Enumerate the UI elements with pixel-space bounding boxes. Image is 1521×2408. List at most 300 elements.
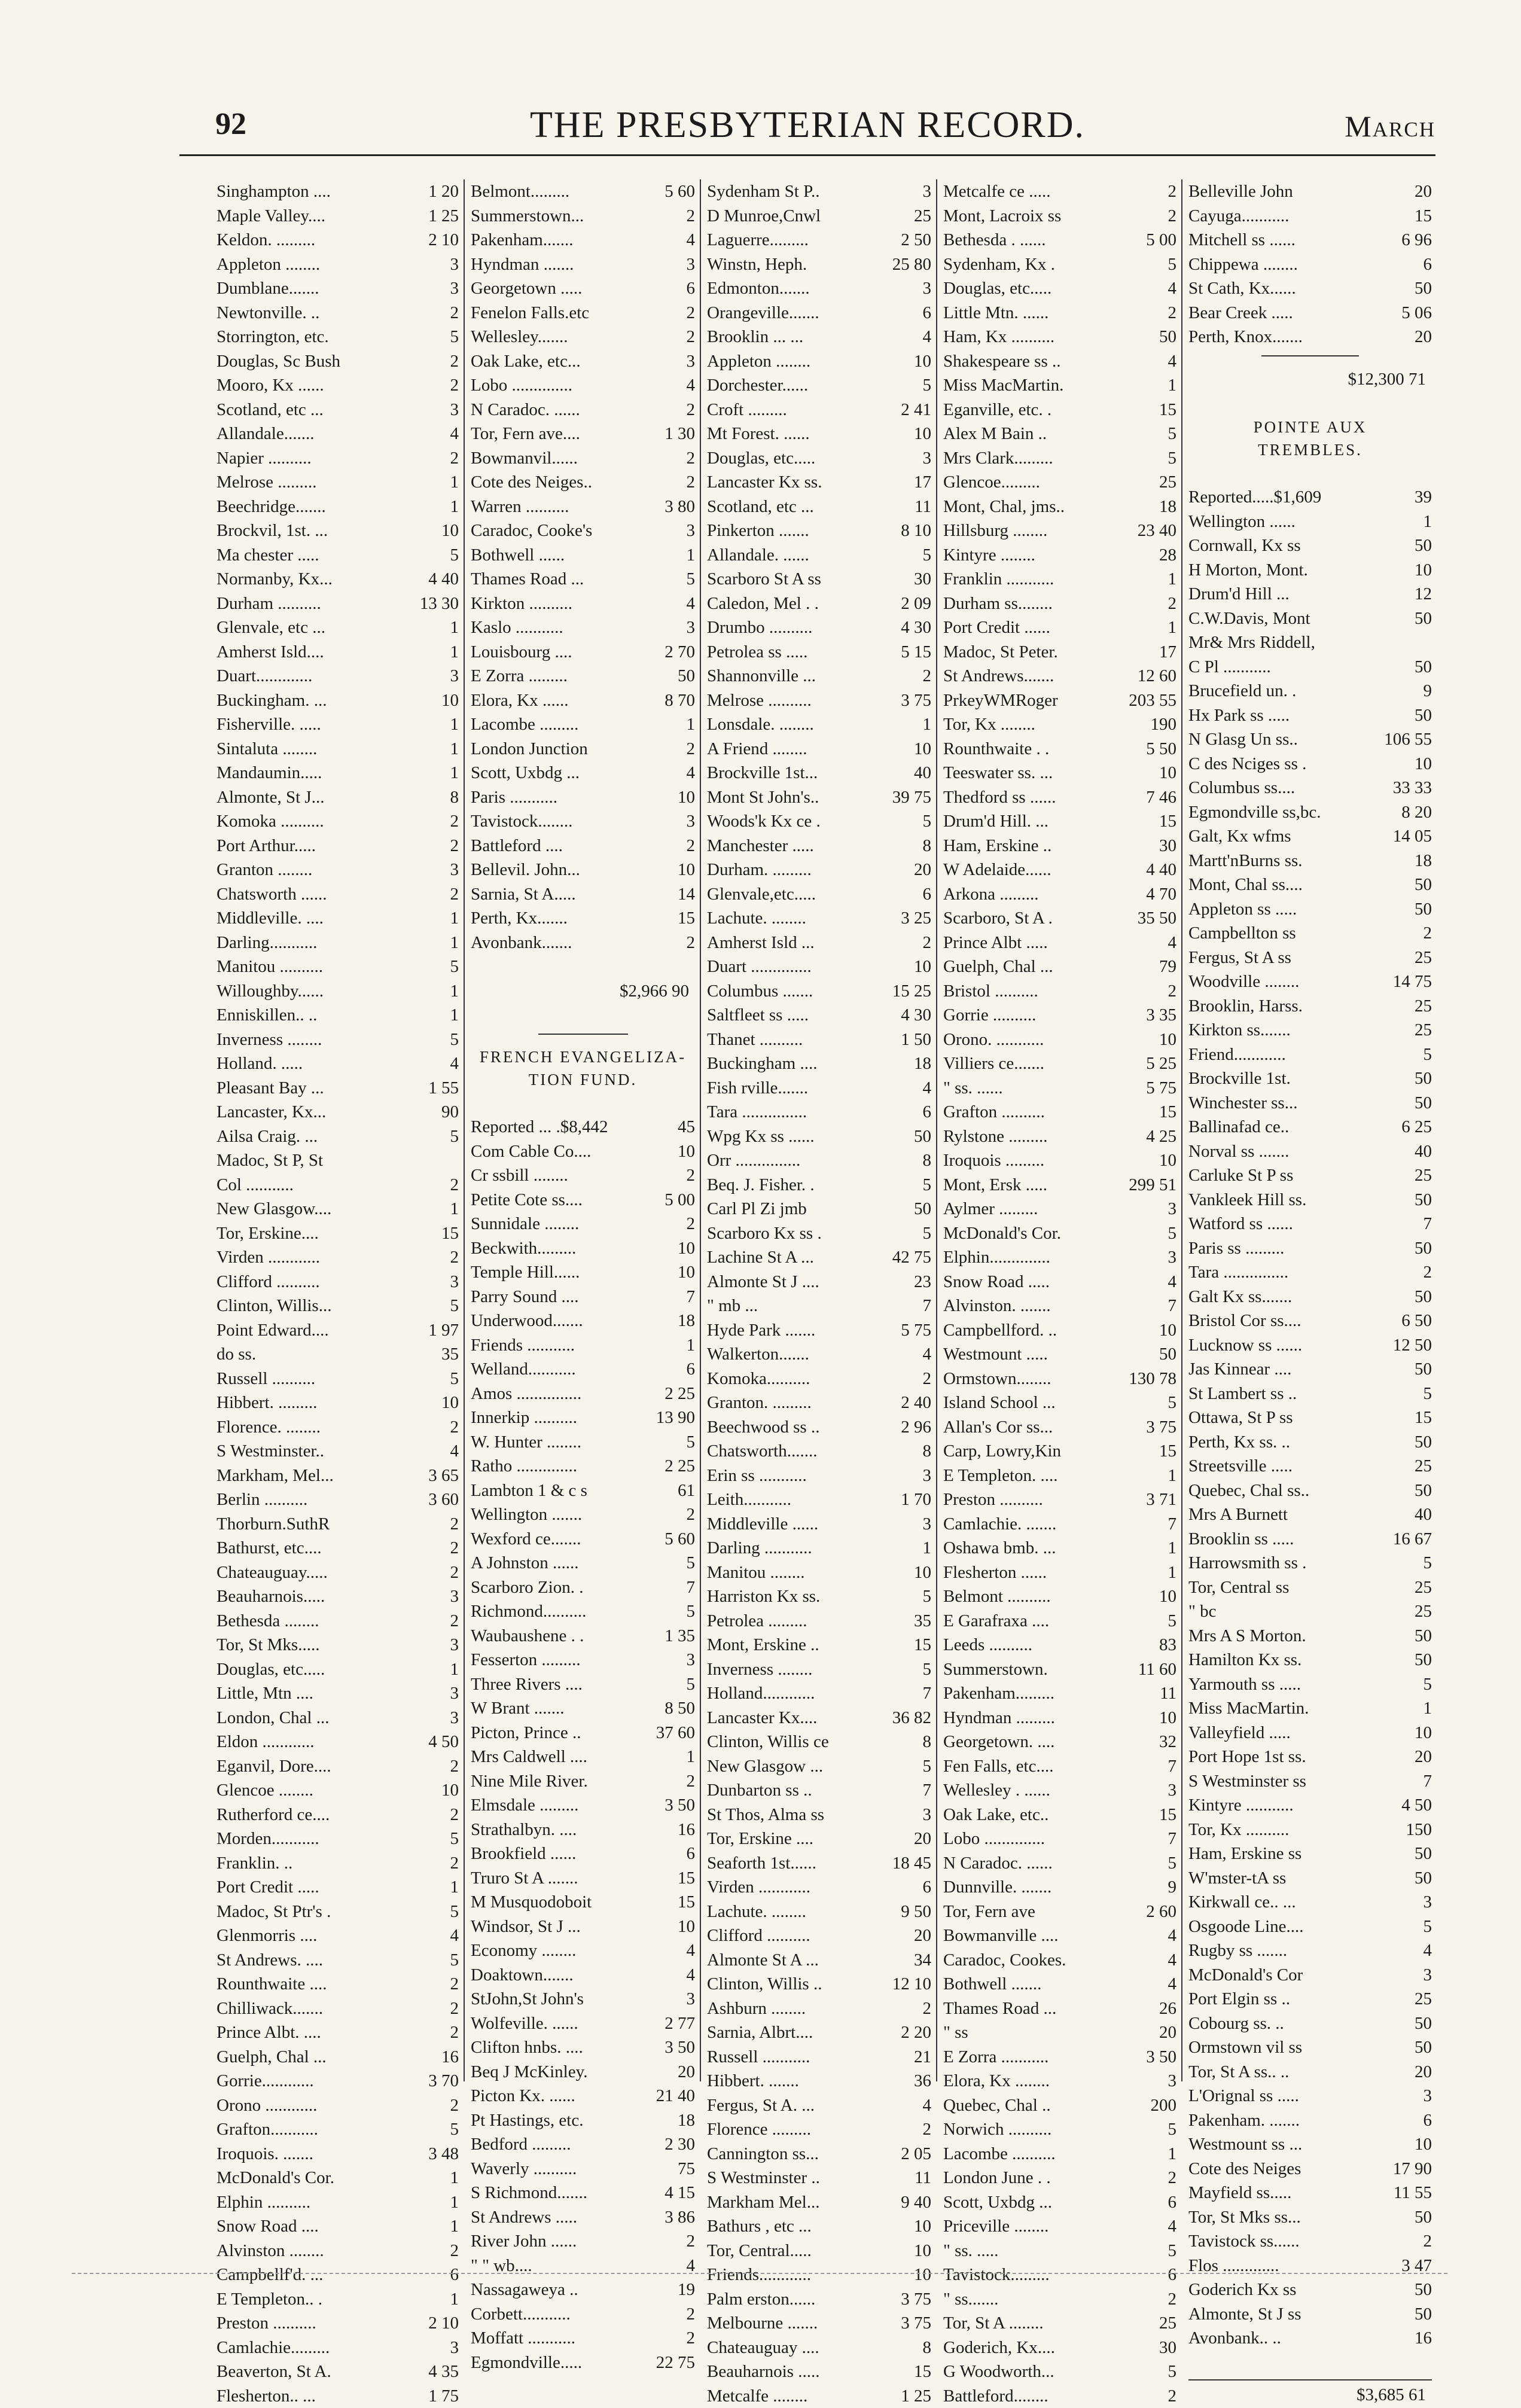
contributor-name: S Westminster ss [1188,1769,1306,1794]
contribution-row [707,325,931,349]
contributor-name: Almonte St J .... [707,1270,819,1294]
contributor-name: Erin ss ........... [707,1464,807,1488]
contribution-amount: 5 60 [661,1527,695,1552]
contributor-name: Manchester ..... [707,834,814,858]
contribution-amount: 2 [447,809,459,834]
contribution-amount: 50 [1411,1236,1432,1261]
contribution-amount: 1 75 [425,2384,459,2408]
contribution-row [217,2263,459,2287]
contribution-amount: 2 [683,1769,696,1794]
contributor-name: Egmondville..... [471,2351,582,2375]
contributor-name: Picton Kx. ...... [471,2084,575,2108]
contribution-row [943,809,1176,834]
contribution-amount: 2 77 [661,2011,695,2036]
contribution-amount: 6 [919,301,932,325]
contributor-name: Port Credit ..... [217,1875,319,1900]
contribution-amount: 3 50 [1142,2045,1176,2069]
contributor-name: Chatsworth....... [707,1439,817,1464]
contribution-amount: 50 [1411,276,1432,301]
contribution-row [217,1657,459,1682]
contributor-name: N Caradoc. ...... [471,398,580,422]
contribution-row [707,615,931,640]
contribution-row [1188,301,1432,325]
contributor-name: Elphin .......... [217,2190,310,2215]
contribution-row [707,1173,931,1197]
contribution-row [707,834,931,858]
contribution-row [471,519,695,543]
contribution-row [217,1512,459,1537]
contribution-amount: 25 [1411,1599,1432,1624]
contributor-name: Scott, Uxbdg ... [943,2190,1052,2215]
contribution-row [707,1245,931,1270]
contributor-name: Brooklin, Harss. [1188,994,1303,1019]
contribution-row [707,1318,931,1343]
contribution-row [707,1948,931,1973]
contribution-amount: 10 [1156,1028,1176,1052]
contributor-name: Fen Falls, etc.... [943,1754,1053,1779]
contributor-name: Bedford ......... [471,2132,571,2157]
contribution-row [471,2278,695,2302]
contributor-name: Elphin.............. [943,1245,1050,1270]
contributor-name: Windsor, St J ... [471,1915,581,1939]
contribution-amount: 3 [919,179,932,204]
contributor-name: Summerstown. [943,1657,1048,1682]
contributor-name: Westmount ..... [943,1342,1048,1367]
contributor-name: Clifford .......... [707,1924,810,1948]
spacer [471,955,695,979]
contribution-amount: 18 [1156,495,1176,519]
contribution-amount: 1 [447,470,459,495]
contribution-amount: 3 [683,1987,696,2011]
contribution-amount: 18 [674,2108,695,2133]
contributor-name: Port Credit ...... [943,615,1050,640]
contribution-amount: 11 55 [1390,2181,1432,2205]
contributor-name: Friend............ [1188,1043,1286,1067]
contributor-name: McDonald's Cor [1188,1963,1303,1988]
contribution-amount: 25 [1411,946,1432,970]
contribution-row [471,446,695,471]
contributor-name: New Glasgow ... [707,1754,823,1779]
contribution-row [943,1730,1176,1754]
contributor-name: Chateauguay .... [707,2336,819,2360]
contribution-amount: 1 [1165,373,1177,398]
contribution-amount: 12 10 [889,1972,931,1996]
contribution-row [217,1051,459,1076]
contribution-row [217,688,459,713]
contribution-amount [1428,630,1432,655]
contributor-name: Glenvale,etc..... [707,882,816,907]
column-3 [707,179,937,2081]
contributor-name: Thames Road ... [471,567,584,592]
contributor-name: Metcalfe ce ..... [943,179,1051,204]
contribution-row [707,1270,931,1294]
contributor-name: E Garafraxa .... [943,1609,1049,1633]
contributor-name: St Andrews ..... [471,2205,577,2230]
contributor-name: E Templeton. .... [943,1464,1058,1488]
contribution-amount: 1 50 [897,1028,931,1052]
contribution-row [707,1488,931,1512]
contributor-name: Nassagaweya .. [471,2278,578,2302]
contribution-row [1188,1285,1432,1309]
contributor-name: Elora, Kx ........ [943,2069,1050,2093]
contributor-name: Tor, Central..... [707,2239,812,2263]
contribution-row [217,495,459,519]
contributor-name: Markham, Mel... [217,1464,334,1488]
contributor-name: New Glasgow.... [217,1197,331,1221]
contribution-row [217,2384,459,2408]
contributor-name: Georgetown. .... [943,1730,1054,1754]
contribution-amount: 10 [438,688,459,713]
contribution-row [943,1827,1176,1851]
contributor-name: Tor, Fern ave.... [471,422,580,446]
contribution-amount: 4 40 [1142,858,1176,882]
contribution-amount: 50 [1411,1188,1432,1212]
contribution-row [707,349,931,374]
contribution-amount: 3 75 [897,2287,931,2312]
contributor-name: Virden ............ [707,1875,810,1900]
contributor-name: G Woodworth... [943,2360,1054,2384]
page-title: THE PRESBYTERIAN RECORD. [179,104,1435,147]
contributor-name: C Pl ........... [1188,655,1271,679]
contribution-amount: 5 [447,2117,459,2142]
contribution-row [943,2287,1176,2312]
contributor-name: Pakenham....... [471,228,574,252]
contribution-row [707,301,931,325]
contributor-name: C.W.Davis, Mont [1188,606,1310,631]
contribution-amount: 3 [683,809,696,834]
contribution-amount: 6 [1165,2263,1177,2287]
contribution-row [471,664,695,688]
contributor-name: Enniskillen.. .. [217,1003,317,1028]
contributor-name: S Richmond....... [471,2181,587,2205]
contribution-row [217,1633,459,1657]
contribution-row [1188,1163,1432,1188]
contribution-amount: 5 [1165,446,1177,471]
contribution-amount: 19 [674,2278,695,2302]
contribution-row [217,1076,459,1101]
contribution-amount: 90 [438,1100,459,1124]
contributor-name: Alvinston ........ [217,2239,324,2263]
contribution-amount: 50 [1411,2011,1432,2036]
contribution-amount: 25 [1156,470,1176,495]
contribution-amount: 28 [1156,543,1176,568]
contributor-name: Caradoc, Cookes. [943,1948,1066,1973]
contribution-row [217,615,459,640]
contribution-amount: 2 [1165,2384,1177,2408]
contributor-name: Drum'd Hill. ... [943,809,1048,834]
contribution-row [217,640,459,665]
contributor-name: Mrs Caldwell .... [471,1745,587,1769]
contribution-amount: 2 [447,2020,459,2045]
contributor-name: Quebec, Chal ss.. [1188,1479,1309,1503]
contributor-name: Brucefield un. . [1188,679,1296,703]
contribution-row [707,1851,931,1876]
contributor-name: W Brant ....... [471,1696,565,1721]
contributor-name: Summerstown... [471,204,584,228]
contribution-amount: 1 [447,906,459,931]
contribution-amount: 4 [1165,276,1177,301]
contribution-amount: 23 40 [1134,519,1176,543]
contribution-amount: 299 51 [1125,1173,1176,1197]
contribution-amount: 5 [447,1294,459,1318]
contribution-row [1188,727,1432,752]
contribution-amount: 2 [683,931,696,955]
contributor-name: Friends............ [707,2263,811,2287]
contribution-row [471,1285,695,1309]
contributor-name: Lachute. ........ [707,1900,806,1924]
contribution-amount: 5 [919,1221,932,1246]
contribution-row [471,1599,695,1624]
contribution-amount: 3 [683,519,696,543]
contribution-amount: 5 [1420,1382,1432,1406]
contribution-amount: 3 [1165,1197,1177,1221]
contribution-amount: 4 [683,1963,696,1988]
contribution-row [943,276,1176,301]
contribution-amount: 10 [674,1236,695,1261]
contribution-amount: 10 [438,519,459,543]
contribution-amount: 6 [919,1875,932,1900]
contributor-name: Scott, Uxbdg ... [471,761,580,785]
contribution-row [707,1584,931,1609]
contribution-amount: 36 [910,2069,931,2093]
contribution-amount: 6 [1420,252,1432,277]
contribution-amount: 2 [447,446,459,471]
contribution-row [217,2020,459,2045]
contributor-name: Middleville ...... [707,1512,818,1537]
contribution-amount: 10 [910,422,931,446]
contribution-row [707,931,931,955]
contributor-name: Nine Mile River. [471,1769,588,1794]
contribution-row [471,1479,695,1503]
contributor-name: Clinton, Willis... [217,1294,331,1318]
contribution-amount: 20 [1411,325,1432,349]
contributor-name: Brooklin ss ..... [1188,1527,1294,1552]
contribution-row [471,834,695,858]
contribution-row [471,398,695,422]
contributor-name: Teeswater ss. ... [943,761,1053,785]
contributor-name: N Caradoc. ...... [943,1851,1053,1876]
contributor-name: do ss. [217,1342,256,1367]
contribution-row [1188,1502,1432,1527]
contribution-row [707,519,931,543]
contribution-amount: 17 90 [1389,2157,1432,2181]
contribution-row [217,1827,459,1851]
contributor-name: Wpg Kx ss ...... [707,1124,815,1149]
contribution-row [707,955,931,979]
contributor-name: St Thos, Alma ss [707,1803,824,1827]
contributor-name: Pakenham. ....... [1188,2108,1300,2133]
contributor-name: Douglas, Sc Bush [217,349,340,374]
contribution-row [471,2132,695,2157]
contribution-row [217,204,459,228]
contributor-name: Lancaster Kx ss. [707,470,822,495]
contribution-amount: 50 [1411,2205,1432,2230]
contributor-name: Sydenham St P.. [707,179,820,204]
contribution-amount: 50 [1411,1091,1432,1115]
contribution-amount: 5 [1165,252,1177,277]
contribution-row [707,1730,931,1754]
contribution-row [471,1260,695,1285]
contribution-row [471,1575,695,1600]
contribution-amount: 5 [447,1028,459,1052]
contribution-row [707,567,931,592]
contribution-amount: 1 [447,979,459,1004]
contribution-row [471,1963,695,1988]
contributor-name: Glenvale, etc ... [217,615,325,640]
contribution-row [943,1560,1176,1585]
contributor-name: Westmount ss ... [1188,2132,1302,2157]
contribution-row [1188,1551,1432,1575]
contribution-row [707,1342,931,1367]
contribution-amount: 3 [1420,2084,1432,2108]
contribution-row [943,1318,1176,1343]
contribution-amount [455,1148,459,1173]
contributor-name: Scarboro St A ss [707,567,821,592]
contributor-name: Kirkton .......... [471,592,572,616]
contribution-row [217,2166,459,2190]
contribution-row [217,2045,459,2069]
contribution-amount: 10 [674,1915,695,1939]
contribution-row [707,809,931,834]
contribution-amount: 9 [1165,1875,1177,1900]
contribution-row [707,1706,931,1730]
contribution-row [471,1793,695,1818]
contribution-amount: 1 97 [425,1318,459,1343]
contributor-name: Port Elgin ss .. [1188,1987,1290,2011]
contribution-row [707,1124,931,1149]
contributor-name: A Friend ........ [707,737,807,761]
contribution-row [1188,510,1432,534]
contribution-amount: 15 [1411,1406,1432,1430]
contributor-name: Orangeville....... [707,301,819,325]
contribution-row [217,1560,459,1585]
contributor-name: " " wb.... [471,2254,532,2278]
contribution-amount: 25 [1411,1163,1432,1188]
contribution-row [707,882,931,907]
contribution-row [471,2351,695,2375]
contribution-amount: 30 [1156,2336,1176,2360]
contributor-name: Mrs A Burnett [1188,1502,1288,1527]
contribution-row [471,1406,695,1430]
contributor-name: Holland............ [707,1681,815,1706]
contribution-row [471,1309,695,1333]
page-number: 92 [215,106,246,142]
contribution-row [943,349,1176,374]
contribution-row [943,1924,1176,1948]
contribution-row [471,1818,695,1842]
contribution-row [217,2142,459,2166]
contribution-row [1188,2011,1432,2036]
contribution-row [943,1342,1176,1367]
contribution-amount: 7 [1420,1212,1432,1236]
contribution-row [1188,204,1432,228]
contributor-name: London June . . [943,2166,1051,2190]
contribution-amount: 2 41 [897,398,931,422]
contributor-name: Kintyre ........ [943,543,1035,568]
contributor-name: Hyndman ....... [471,252,574,277]
contribution-row [943,931,1176,955]
contributor-name: Grafton .......... [943,1100,1045,1124]
contribution-amount: 5 [919,1584,932,1609]
contribution-row [217,712,459,737]
contribution-amount: 2 [447,349,459,374]
contribution-row [1188,897,1432,922]
contribution-amount: 20 [910,1827,931,1851]
contribution-amount: 14 75 [1389,970,1432,994]
spacer [471,1091,695,1115]
contributor-name: Bristol Cor ss.... [1188,1309,1301,1333]
contributor-name: Scotland, etc ... [707,495,814,519]
contribution-row [1188,1018,1432,1043]
contribution-amount: 1 [447,615,459,640]
contribution-amount: 5 [919,809,932,834]
contribution-amount: 1 [1165,2142,1177,2166]
contributor-name: Elmsdale ......... [471,1793,578,1818]
contributor-name: Brookfield ...... [471,1842,576,1866]
contribution-row [943,543,1176,568]
contributor-name: Belmont......... [471,179,569,204]
contributor-name: " ss....... [943,2287,998,2312]
contribution-row [943,446,1176,471]
contribution-amount: 11 60 [1135,1657,1176,1682]
contribution-row [217,1609,459,1633]
contributor-name: Russell .......... [217,1367,315,1391]
contributor-name: Newtonville. .. [217,301,319,325]
contribution-row [943,1245,1176,1270]
contributor-name: Cobourg ss. .. [1188,2011,1284,2036]
contributor-name: Belleville John [1188,179,1293,204]
contribution-row [471,858,695,882]
contribution-row [471,640,695,665]
contribution-amount: 1 [447,2166,459,2190]
contribution-row [1188,994,1432,1019]
contribution-amount: 7 [683,1285,696,1309]
contributor-name: Norwich .......... [943,2117,1051,2142]
contribution-row [1188,2278,1432,2302]
contributor-name: Innerkip .......... [471,1406,577,1430]
contribution-amount: 34 [910,1948,931,1973]
contributor-name: Rylstone ......... [943,1124,1047,1149]
contribution-amount: 15 [1156,1439,1176,1464]
contribution-row [471,1551,695,1575]
contribution-amount: 50 [674,664,695,688]
contribution-amount: 5 [447,1367,459,1391]
contribution-amount: 1 [447,2287,459,2312]
contribution-row [943,1706,1176,1730]
contributor-name: Florence ......... [707,2117,811,2142]
contribution-row [217,1124,459,1149]
contribution-amount: 1 [447,1657,459,1682]
contribution-amount: 11 [1156,1681,1176,1706]
contribution-row [471,204,695,228]
contribution-row [943,567,1176,592]
contribution-amount: 3 50 [661,1793,695,1818]
contribution-row [707,2384,931,2408]
contribution-amount: 30 [1156,834,1176,858]
contribution-row [943,1028,1176,1052]
contribution-amount: 10 [674,1139,695,1164]
contribution-amount: 2 [447,1996,459,2021]
contribution-row [471,809,695,834]
contributor-name: Fergus, St A ss [1188,946,1291,970]
contributor-name: Pleasant Bay ... [217,1076,324,1101]
contribution-amount: 1 [447,737,459,761]
contributor-name: Eganvil, Dore.... [217,1754,331,1779]
contribution-amount: 3 [683,349,696,374]
contribution-row [471,349,695,374]
contribution-row [707,688,931,713]
contribution-row [1188,1479,1432,1503]
